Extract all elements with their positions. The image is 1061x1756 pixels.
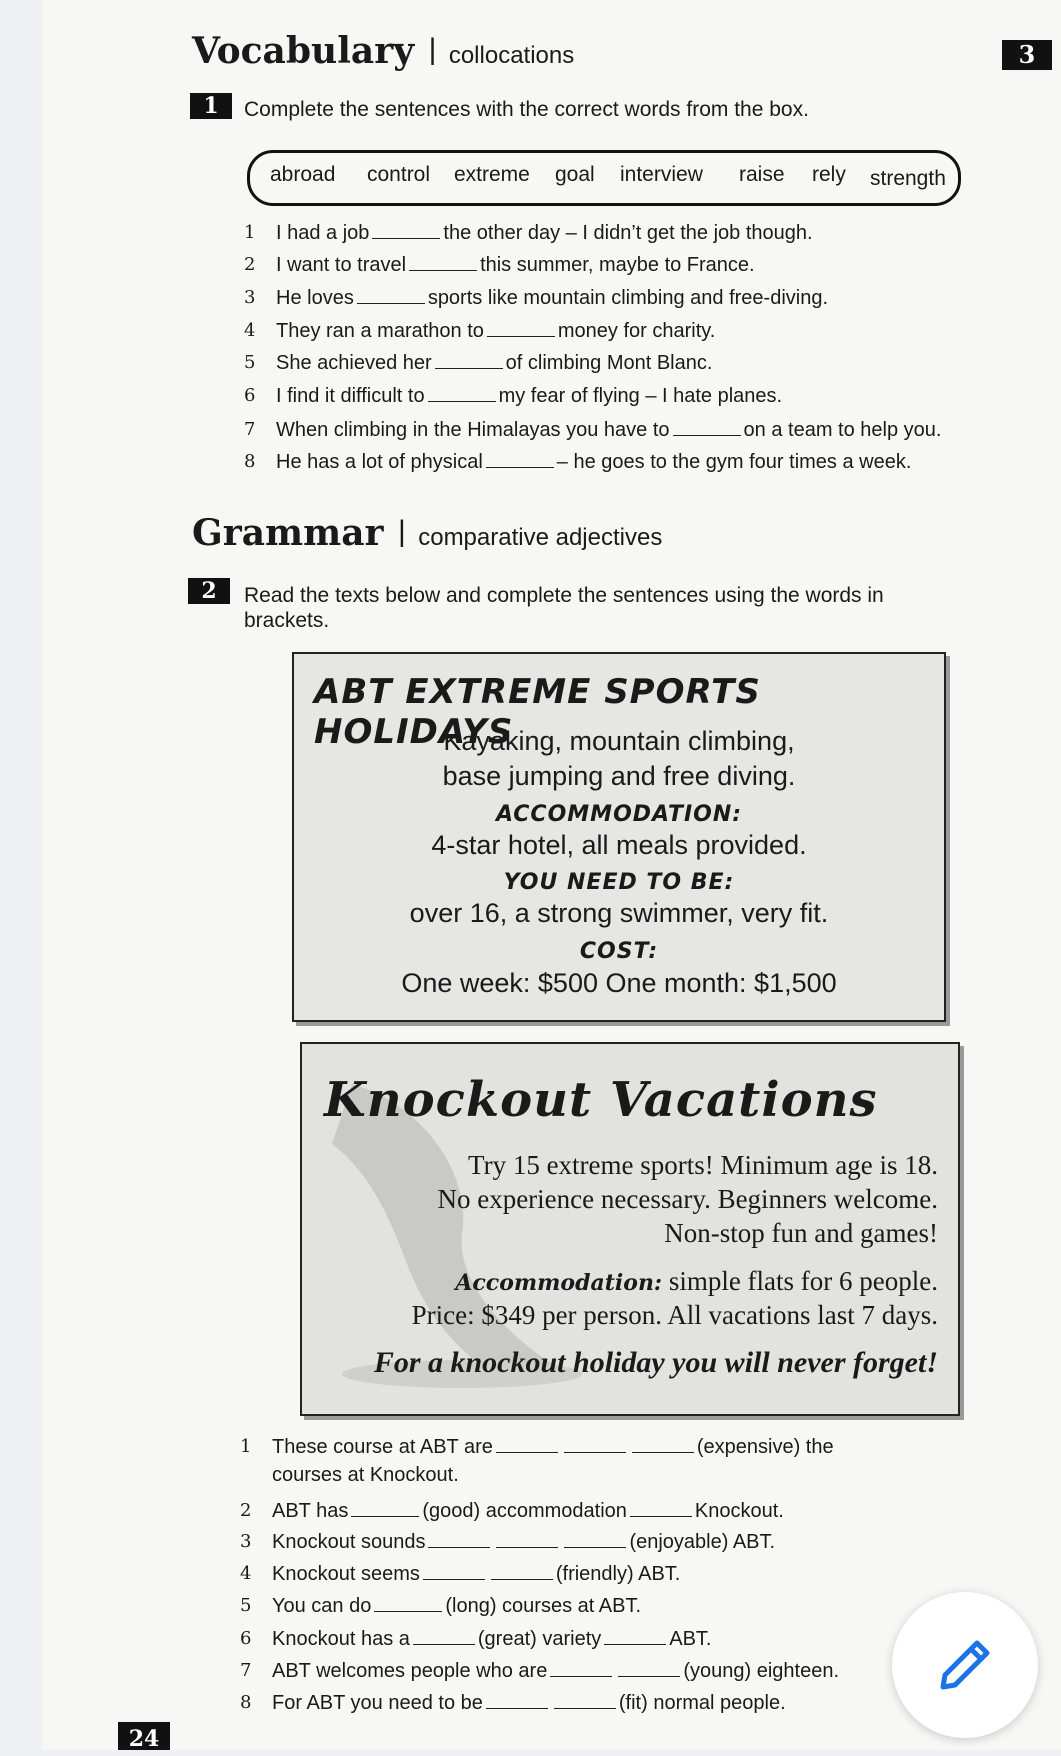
answer-blank[interactable] [486, 1692, 548, 1709]
answer-blank[interactable] [564, 1436, 626, 1453]
abt-cost-heading: COST: [579, 939, 659, 964]
answer-blank[interactable] [435, 352, 503, 369]
pencil-icon [937, 1637, 993, 1693]
answer-blank[interactable] [428, 385, 496, 402]
answer-blank[interactable] [632, 1436, 694, 1453]
exercise-instruction-line2: brackets. [244, 609, 330, 632]
exercise-number-badge: 2 [188, 578, 230, 604]
heading-divider: | [397, 515, 406, 548]
word-control: control [367, 163, 431, 186]
knockout-advert [300, 1042, 960, 1416]
abt-requirements-heading: YOU NEED TO BE: [503, 870, 735, 895]
heading-divider: | [428, 33, 437, 66]
abt-activities-line2: base jumping and free diving. [442, 761, 796, 791]
answer-blank[interactable] [486, 451, 554, 468]
answer-blank[interactable] [351, 1500, 419, 1517]
exercise-number-badge: 1 [190, 93, 232, 119]
exercise-instruction-line1: Read the texts below and complete the sentences using the words in [244, 584, 884, 607]
abt-requirements-text: over 16, a strong swimmer, very fit. [409, 898, 829, 928]
vocabulary-heading [192, 30, 574, 72]
abt-activities-line1: Kayaking, mountain climbing, [443, 726, 795, 756]
word-interview: interview [620, 163, 703, 186]
answer-blank[interactable] [428, 1531, 490, 1548]
abt-brand: ABT EXTREME SPORTS HOLIDAYS [314, 672, 761, 752]
grammar-subtitle: comparative adjectives [418, 524, 663, 551]
abt-advert [292, 652, 946, 1022]
knockout-line1: Try 15 extreme sports! Minimum age is 18. [468, 1150, 938, 1180]
answer-blank[interactable] [496, 1531, 558, 1548]
knockout-accommodation: Accommodation: simple flats for 6 people. [455, 1266, 938, 1296]
grammar-heading [192, 512, 662, 554]
word-abroad: abroad [270, 163, 336, 186]
knockout-slogan: For a knockout holiday you will never forget! [373, 1346, 938, 1379]
answer-blank[interactable] [487, 320, 555, 337]
answer-blank[interactable] [413, 1628, 475, 1645]
answer-blank[interactable] [409, 254, 477, 271]
answer-blank[interactable] [496, 1436, 558, 1453]
exercise-instruction: Complete the sentences with the correct words from the box. [244, 98, 809, 121]
grammar-title: Grammar [192, 512, 384, 554]
word-rely: rely [812, 163, 846, 186]
answer-blank[interactable] [550, 1660, 612, 1677]
word-raise: raise [739, 163, 785, 186]
page-number-badge: 24 [118, 1722, 170, 1750]
knockout-line3: Non-stop fun and games! [664, 1218, 938, 1248]
abt-accommodation-heading: ACCOMMODATION: [495, 802, 743, 827]
knockout-line2: No experience necessary. Beginners welcome. [437, 1184, 938, 1214]
workbook-page: Vocabulary | collocations 3 1 Complete the sentences with the correct words from the box. abroad control extreme goal interview raise rely strength 1 I had a job the other day – I didn’t get the job though. 2 I want to travel this summer, maybe to France. 3 He loves sports like mountain climbing and free-diving. 4 They ran a marathon to money for charity. 5 She achieved her of climbing Mont Blanc. 6 I find it difficult to my fear of flying – I hate planes. 7 When climbing in the Himalayas you have to on a team to help you. 8 He has a lot of physical – he goes to the gym four times a week. Grammar | comparative adjectives 2 Read the texts below and complete the sentences using the words in brackets. ABT EXTREME SPORTS HOLIDAYS Kayaking, mountain climbing, base jumping and free diving. ACCOMMODATION: 4-star hotel, all meals provided. YOU NEED TO BE: over 16, a strong swimmer, very fit. COST: One week: $500 One month: $1,500 Knockout Vacations Try 15 extreme sports! Minimum age is 18. No experience necessary. Beginners welcome. Non-stop fun and games! Accommodation: simple flats for 6 people. Price: $349 per person. All vacations last 7 days. For a knockout holiday you will never forget! 1 These course at ABT are (expensive) the courses at Knockout. 2 ABT has (good) accommodation Knockout. 3 Knockout sounds (enjoyable) ABT. 4 Knockout seems (friendly) ABT. 5 You can do (long) courses at ABT. 6 Knockout has a (great) variety ABT. 7 ABT welcomes people who are (young) eighteen. 8 For ABT you need to be (fit) normal people. [42, 0, 1061, 1750]
abt-cost-text: One week: $500 One month: $1,500 [401, 968, 837, 998]
knockout-brand: Knockout Vacations [324, 1072, 878, 1128]
word-goal: goal [555, 163, 595, 186]
edit-button[interactable] [892, 1592, 1038, 1738]
answer-blank[interactable] [357, 287, 425, 304]
knockout-price: Price: $349 per person. All vacations last 7 days. [411, 1300, 938, 1330]
answer-blank[interactable] [630, 1500, 692, 1517]
vocabulary-subtitle: collocations [448, 42, 575, 69]
answer-blank[interactable] [491, 1563, 553, 1580]
answer-blank[interactable] [423, 1563, 485, 1580]
answer-blank[interactable] [372, 222, 440, 239]
answer-blank[interactable] [564, 1531, 626, 1548]
unit-badge: 3 [1002, 40, 1052, 70]
word-strength: strength [870, 167, 946, 190]
vocabulary-title: Vocabulary [192, 30, 415, 72]
answer-blank[interactable] [673, 419, 741, 436]
answer-blank[interactable] [604, 1628, 666, 1645]
word-box [247, 150, 961, 206]
answer-blank[interactable] [374, 1595, 442, 1612]
word-extreme: extreme [454, 163, 530, 186]
abt-accommodation-text: 4-star hotel, all meals provided. [431, 830, 807, 860]
answer-blank[interactable] [554, 1692, 616, 1709]
answer-blank[interactable] [618, 1660, 680, 1677]
